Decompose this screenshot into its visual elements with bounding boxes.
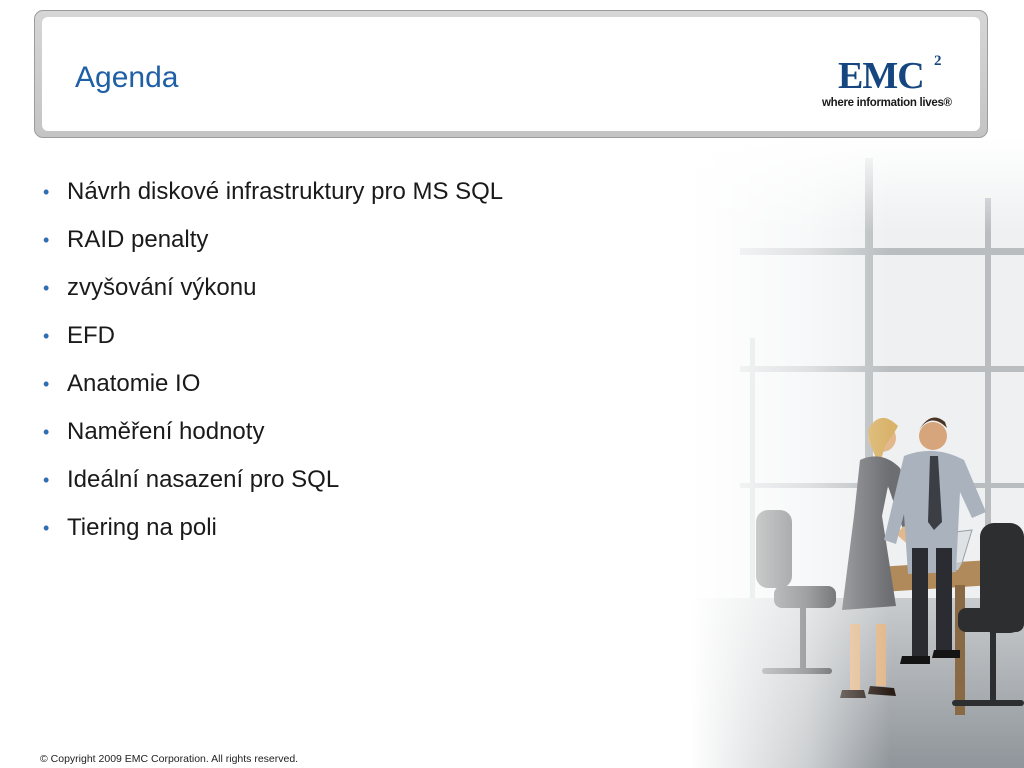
- logo-wordmark: EMC: [838, 55, 924, 97]
- agenda-item-text: Anatomie IO: [67, 370, 201, 397]
- bullet-icon: •: [43, 470, 50, 490]
- agenda-item-text: Ideální nasazení pro SQL: [67, 466, 340, 493]
- agenda-item: [40, 508, 503, 556]
- bullet-icon: •: [43, 326, 50, 346]
- agenda-item-text: zvyšování výkonu: [67, 274, 257, 301]
- header-inner: [42, 17, 980, 131]
- bullet-icon: •: [43, 230, 50, 250]
- bullet-icon: •: [43, 278, 50, 298]
- logo-superscript: 2: [934, 53, 942, 69]
- slide-title: Agenda: [75, 61, 179, 94]
- bullet-icon: •: [43, 182, 50, 202]
- agenda-item: [40, 460, 503, 508]
- office-meeting-photo: [690, 138, 1024, 768]
- emc-logo: [822, 53, 960, 113]
- bullet-icon: •: [43, 422, 50, 442]
- logo-tagline: where information lives®: [822, 97, 952, 109]
- agenda-item-text: EFD: [67, 322, 115, 349]
- agenda-item-text: Tiering na poli: [67, 514, 217, 541]
- agenda-list: [40, 172, 503, 556]
- agenda-item: [40, 412, 503, 460]
- agenda-item-text: RAID penalty: [67, 226, 209, 253]
- agenda-item: [40, 268, 503, 316]
- agenda-item-text: Návrh diskové infrastruktury pro MS SQL: [67, 178, 504, 205]
- bullet-icon: •: [43, 374, 50, 394]
- agenda-item: [40, 364, 503, 412]
- header-panel: [34, 10, 988, 138]
- agenda-item: [40, 172, 503, 220]
- bullet-icon: •: [43, 518, 50, 538]
- agenda-item: [40, 316, 503, 364]
- agenda-item: [40, 220, 503, 268]
- copyright-footer: © Copyright 2009 EMC Corporation. All rights reserved.: [40, 753, 299, 765]
- agenda-item-text: Naměření hodnoty: [67, 418, 265, 445]
